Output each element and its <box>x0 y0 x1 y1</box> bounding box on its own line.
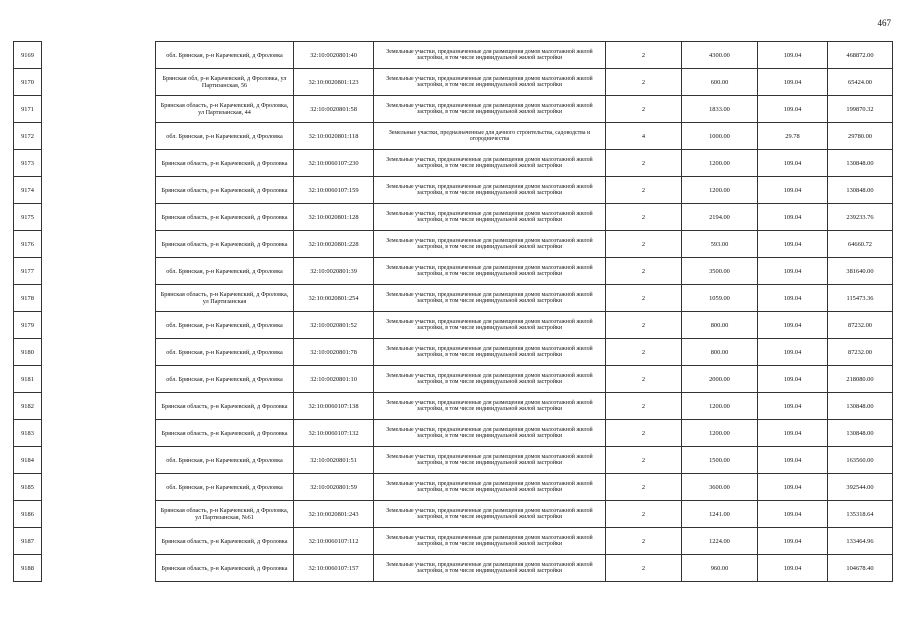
empty-cell <box>42 285 156 312</box>
cadastral-value-cell: 29780.00 <box>828 123 893 150</box>
land-use-cell: Земельные участки, предназначенные для размещения домов малоэтажной жилой застройки, в том числе индивидуальной жилой застройки <box>374 204 606 231</box>
row-number: 9170 <box>14 69 42 96</box>
address-cell: Брянская обл, р-н Карачевский, д Фроловка, ул Партизанская, 56 <box>156 69 294 96</box>
specific-value-cell: 109.04 <box>758 528 828 555</box>
specific-value-cell: 109.04 <box>758 474 828 501</box>
row-number: 9176 <box>14 231 42 258</box>
address-cell: обл. Брянская, р-н Карачевский, д Фроловка <box>156 42 294 69</box>
address-cell: обл. Брянская, р-н Карачевский, д Фроловка <box>156 447 294 474</box>
cadastral-number-cell: 32:10:0060107:112 <box>294 528 374 555</box>
cadastral-number-cell: 32:10:0020801:40 <box>294 42 374 69</box>
specific-value-cell: 109.04 <box>758 285 828 312</box>
cadastral-value-cell: 392544.00 <box>828 474 893 501</box>
empty-cell <box>42 123 156 150</box>
area-cell: 3500.00 <box>682 258 758 285</box>
cadastral-value-cell: 381640.00 <box>828 258 893 285</box>
group-cell: 2 <box>606 447 682 474</box>
specific-value-cell: 109.04 <box>758 258 828 285</box>
empty-cell <box>42 474 156 501</box>
group-cell: 2 <box>606 69 682 96</box>
empty-cell <box>42 501 156 528</box>
cadastral-value-cell: 130848.00 <box>828 150 893 177</box>
cadastral-value-cell: 133464.96 <box>828 528 893 555</box>
cadastral-number-cell: 32:10:0060107:132 <box>294 420 374 447</box>
cadastral-value-table <box>13 41 893 582</box>
empty-cell <box>42 312 156 339</box>
row-number: 9184 <box>14 447 42 474</box>
cadastral-value-cell: 87232.00 <box>828 312 893 339</box>
row-number: 9187 <box>14 528 42 555</box>
cadastral-number-cell: 32:10:0020801:78 <box>294 339 374 366</box>
address-cell: обл. Брянская, р-н Карачевский, д Фроловка <box>156 123 294 150</box>
table-row <box>14 312 893 339</box>
land-use-cell: Земельные участки, предназначенные для размещения домов малоэтажной жилой застройки, в том числе индивидуальной жилой застройки <box>374 150 606 177</box>
land-use-cell: Земельные участки, предназначенные для размещения домов малоэтажной жилой застройки, в том числе индивидуальной жилой застройки <box>374 501 606 528</box>
table-row <box>14 177 893 204</box>
row-number: 9172 <box>14 123 42 150</box>
land-use-cell: Земельные участки, предназначенные для размещения домов малоэтажной жилой застройки, в том числе индивидуальной жилой застройки <box>374 231 606 258</box>
group-cell: 2 <box>606 393 682 420</box>
area-cell: 800.00 <box>682 312 758 339</box>
address-cell: Брянская область, р-н Карачевский, д Фроловка <box>156 528 294 555</box>
group-cell: 2 <box>606 204 682 231</box>
area-cell: 1200.00 <box>682 177 758 204</box>
empty-cell <box>42 96 156 123</box>
cadastral-value-cell: 130848.00 <box>828 420 893 447</box>
table-row <box>14 123 893 150</box>
cadastral-value-cell: 87232.00 <box>828 339 893 366</box>
table-row <box>14 474 893 501</box>
land-use-cell: Земельные участки, предназначенные для размещения домов малоэтажной жилой застройки, в том числе индивидуальной жилой застройки <box>374 393 606 420</box>
table-row <box>14 555 893 582</box>
area-cell: 593.00 <box>682 231 758 258</box>
row-number: 9182 <box>14 393 42 420</box>
address-cell: обл. Брянская, р-н Карачевский, д Фроловка <box>156 312 294 339</box>
empty-cell <box>42 177 156 204</box>
specific-value-cell: 109.04 <box>758 366 828 393</box>
table-row <box>14 285 893 312</box>
address-cell: Брянская область, р-н Карачевский, д Фроловка, ул Партизанская, 44 <box>156 96 294 123</box>
area-cell: 2194.00 <box>682 204 758 231</box>
row-number: 9177 <box>14 258 42 285</box>
empty-cell <box>42 42 156 69</box>
empty-cell <box>42 555 156 582</box>
group-cell: 2 <box>606 258 682 285</box>
specific-value-cell: 109.04 <box>758 447 828 474</box>
specific-value-cell: 29.78 <box>758 123 828 150</box>
area-cell: 3600.00 <box>682 474 758 501</box>
row-number: 9171 <box>14 96 42 123</box>
group-cell: 4 <box>606 123 682 150</box>
empty-cell <box>42 258 156 285</box>
empty-cell <box>42 150 156 177</box>
table-row <box>14 204 893 231</box>
area-cell: 1200.00 <box>682 420 758 447</box>
group-cell: 2 <box>606 528 682 555</box>
area-cell: 960.00 <box>682 555 758 582</box>
table-row <box>14 393 893 420</box>
cadastral-value-cell: 130848.00 <box>828 393 893 420</box>
area-cell: 4300.00 <box>682 42 758 69</box>
cadastral-number-cell: 32:10:0060107:159 <box>294 177 374 204</box>
specific-value-cell: 109.04 <box>758 339 828 366</box>
land-use-cell: Земельные участки, предназначенные для размещения домов малоэтажной жилой застройки, в том числе индивидуальной жилой застройки <box>374 69 606 96</box>
address-cell: Брянская область, р-н Карачевский, д Фроловка <box>156 177 294 204</box>
row-number: 9169 <box>14 42 42 69</box>
specific-value-cell: 109.04 <box>758 393 828 420</box>
address-cell: обл. Брянская, р-н Карачевский, д Фроловка <box>156 339 294 366</box>
group-cell: 2 <box>606 231 682 258</box>
table-row <box>14 42 893 69</box>
cadastral-number-cell: 32:10:0020801:58 <box>294 96 374 123</box>
cadastral-number-cell: 32:10:0060107:230 <box>294 150 374 177</box>
cadastral-value-cell: 135318.64 <box>828 501 893 528</box>
group-cell: 2 <box>606 420 682 447</box>
address-cell: Брянская область, р-н Карачевский, д Фроловка <box>156 420 294 447</box>
land-use-cell: Земельные участки, предназначенные для размещения домов малоэтажной жилой застройки, в том числе индивидуальной жилой застройки <box>374 258 606 285</box>
table-row <box>14 150 893 177</box>
specific-value-cell: 109.04 <box>758 420 828 447</box>
specific-value-cell: 109.04 <box>758 177 828 204</box>
cadastral-value-cell: 64660.72 <box>828 231 893 258</box>
specific-value-cell: 109.04 <box>758 312 828 339</box>
empty-cell <box>42 528 156 555</box>
group-cell: 2 <box>606 555 682 582</box>
cadastral-number-cell: 32:10:0060107:157 <box>294 555 374 582</box>
land-use-cell: Земельные участки, предназначенные для размещения домов малоэтажной жилой застройки, в том числе индивидуальной жилой застройки <box>374 366 606 393</box>
group-cell: 2 <box>606 501 682 528</box>
cadastral-number-cell: 32:10:0020801:59 <box>294 474 374 501</box>
land-use-cell: Земельные участки, предназначенные для размещения домов малоэтажной жилой застройки, в том числе индивидуальной жилой застройки <box>374 285 606 312</box>
table-row <box>14 96 893 123</box>
page-number: 467 <box>877 18 891 28</box>
address-cell: Брянская область, р-н Карачевский, д Фроловка <box>156 231 294 258</box>
empty-cell <box>42 393 156 420</box>
empty-cell <box>42 204 156 231</box>
row-number: 9174 <box>14 177 42 204</box>
land-use-cell: Земельные участки, предназначенные для размещения домов малоэтажной жилой застройки, в том числе индивидуальной жилой застройки <box>374 177 606 204</box>
specific-value-cell: 109.04 <box>758 231 828 258</box>
table-row <box>14 258 893 285</box>
area-cell: 600.00 <box>682 69 758 96</box>
land-use-cell: Земельные участки, предназначенные для размещения домов малоэтажной жилой застройки, в том числе индивидуальной жилой застройки <box>374 312 606 339</box>
row-number: 9186 <box>14 501 42 528</box>
row-number: 9181 <box>14 366 42 393</box>
empty-cell <box>42 231 156 258</box>
empty-cell <box>42 339 156 366</box>
group-cell: 2 <box>606 177 682 204</box>
empty-cell <box>42 69 156 96</box>
cadastral-value-cell: 104678.40 <box>828 555 893 582</box>
row-number: 9178 <box>14 285 42 312</box>
land-use-cell: Земельные участки, предназначенные для размещения домов малоэтажной жилой застройки, в том числе индивидуальной жилой застройки <box>374 96 606 123</box>
table-row <box>14 339 893 366</box>
land-use-cell: Земельные участки, предназначенные для размещения домов малоэтажной жилой застройки, в том числе индивидуальной жилой застройки <box>374 447 606 474</box>
group-cell: 2 <box>606 312 682 339</box>
cadastral-number-cell: 32:10:0020801:243 <box>294 501 374 528</box>
cadastral-value-cell: 130848.00 <box>828 177 893 204</box>
empty-cell <box>42 447 156 474</box>
address-cell: обл. Брянская, р-н Карачевский, д Фроловка <box>156 258 294 285</box>
specific-value-cell: 109.04 <box>758 69 828 96</box>
address-cell: Брянская область, р-н Карачевский, д Фроловка <box>156 555 294 582</box>
specific-value-cell: 109.04 <box>758 96 828 123</box>
area-cell: 1059.00 <box>682 285 758 312</box>
cadastral-value-cell: 163560.00 <box>828 447 893 474</box>
table-row <box>14 366 893 393</box>
address-cell: обл. Брянская, р-н Карачевский, д Фроловка <box>156 474 294 501</box>
group-cell: 2 <box>606 96 682 123</box>
cadastral-value-cell: 115473.36 <box>828 285 893 312</box>
cadastral-number-cell: 32:10:0020801:51 <box>294 447 374 474</box>
address-cell: Брянская область, р-н Карачевский, д Фроловка <box>156 150 294 177</box>
table-row <box>14 501 893 528</box>
table-row <box>14 528 893 555</box>
address-cell: обл. Брянская, р-н Карачевский, д Фроловка <box>156 366 294 393</box>
table-body <box>14 42 893 582</box>
cadastral-number-cell: 32:10:0020801:39 <box>294 258 374 285</box>
area-cell: 800.00 <box>682 339 758 366</box>
address-cell: Брянская область, р-н Карачевский, д Фроловка <box>156 393 294 420</box>
row-number: 9183 <box>14 420 42 447</box>
address-cell: Брянская область, р-н Карачевский, д Фроловка, ул Партизанская, №61 <box>156 501 294 528</box>
area-cell: 1200.00 <box>682 150 758 177</box>
row-number: 9185 <box>14 474 42 501</box>
cadastral-value-cell: 239233.76 <box>828 204 893 231</box>
land-use-cell: Земельные участки, предназначенные для дачного строительства, садоводства и огородничества <box>374 123 606 150</box>
row-number: 9180 <box>14 339 42 366</box>
group-cell: 2 <box>606 339 682 366</box>
specific-value-cell: 109.04 <box>758 501 828 528</box>
land-use-cell: Земельные участки, предназначенные для размещения домов малоэтажной жилой застройки, в том числе индивидуальной жилой застройки <box>374 420 606 447</box>
area-cell: 1241.00 <box>682 501 758 528</box>
row-number: 9179 <box>14 312 42 339</box>
table-row <box>14 69 893 96</box>
cadastral-number-cell: 32:10:0020801:128 <box>294 204 374 231</box>
cadastral-value-cell: 65424.00 <box>828 69 893 96</box>
land-use-cell: Земельные участки, предназначенные для размещения домов малоэтажной жилой застройки, в том числе индивидуальной жилой застройки <box>374 555 606 582</box>
cadastral-number-cell: 32:10:0020801:118 <box>294 123 374 150</box>
row-number: 9173 <box>14 150 42 177</box>
cadastral-number-cell: 32:10:0020801:228 <box>294 231 374 258</box>
area-cell: 1200.00 <box>682 393 758 420</box>
area-cell: 1833.00 <box>682 96 758 123</box>
group-cell: 2 <box>606 474 682 501</box>
cadastral-value-cell: 218080.00 <box>828 366 893 393</box>
empty-cell <box>42 366 156 393</box>
specific-value-cell: 109.04 <box>758 555 828 582</box>
table-row <box>14 420 893 447</box>
area-cell: 1500.00 <box>682 447 758 474</box>
group-cell: 2 <box>606 285 682 312</box>
area-cell: 2000.00 <box>682 366 758 393</box>
table-row <box>14 231 893 258</box>
cadastral-number-cell: 32:10:0060107:138 <box>294 393 374 420</box>
cadastral-number-cell: 32:10:0020801:52 <box>294 312 374 339</box>
group-cell: 2 <box>606 366 682 393</box>
cadastral-value-cell: 199870.32 <box>828 96 893 123</box>
specific-value-cell: 109.04 <box>758 150 828 177</box>
land-use-cell: Земельные участки, предназначенные для размещения домов малоэтажной жилой застройки, в том числе индивидуальной жилой застройки <box>374 339 606 366</box>
group-cell: 2 <box>606 42 682 69</box>
land-use-cell: Земельные участки, предназначенные для размещения домов малоэтажной жилой застройки, в том числе индивидуальной жилой застройки <box>374 474 606 501</box>
land-use-cell: Земельные участки, предназначенные для размещения домов малоэтажной жилой застройки, в том числе индивидуальной жилой застройки <box>374 528 606 555</box>
land-use-cell: Земельные участки, предназначенные для размещения домов малоэтажной жилой застройки, в том числе индивидуальной жилой застройки <box>374 42 606 69</box>
cadastral-number-cell: 32:10:0020801:254 <box>294 285 374 312</box>
table-row <box>14 447 893 474</box>
specific-value-cell: 109.04 <box>758 204 828 231</box>
group-cell: 2 <box>606 150 682 177</box>
cadastral-number-cell: 32:10:0020801:123 <box>294 69 374 96</box>
row-number: 9188 <box>14 555 42 582</box>
specific-value-cell: 109.04 <box>758 42 828 69</box>
area-cell: 1224.00 <box>682 528 758 555</box>
address-cell: Брянская область, р-н Карачевский, д Фроловка, ул Партизанская <box>156 285 294 312</box>
address-cell: Брянская область, р-н Карачевский, д Фроловка <box>156 204 294 231</box>
area-cell: 1000.00 <box>682 123 758 150</box>
row-number: 9175 <box>14 204 42 231</box>
cadastral-number-cell: 32:10:0020801:10 <box>294 366 374 393</box>
empty-cell <box>42 420 156 447</box>
cadastral-value-cell: 468872.00 <box>828 42 893 69</box>
